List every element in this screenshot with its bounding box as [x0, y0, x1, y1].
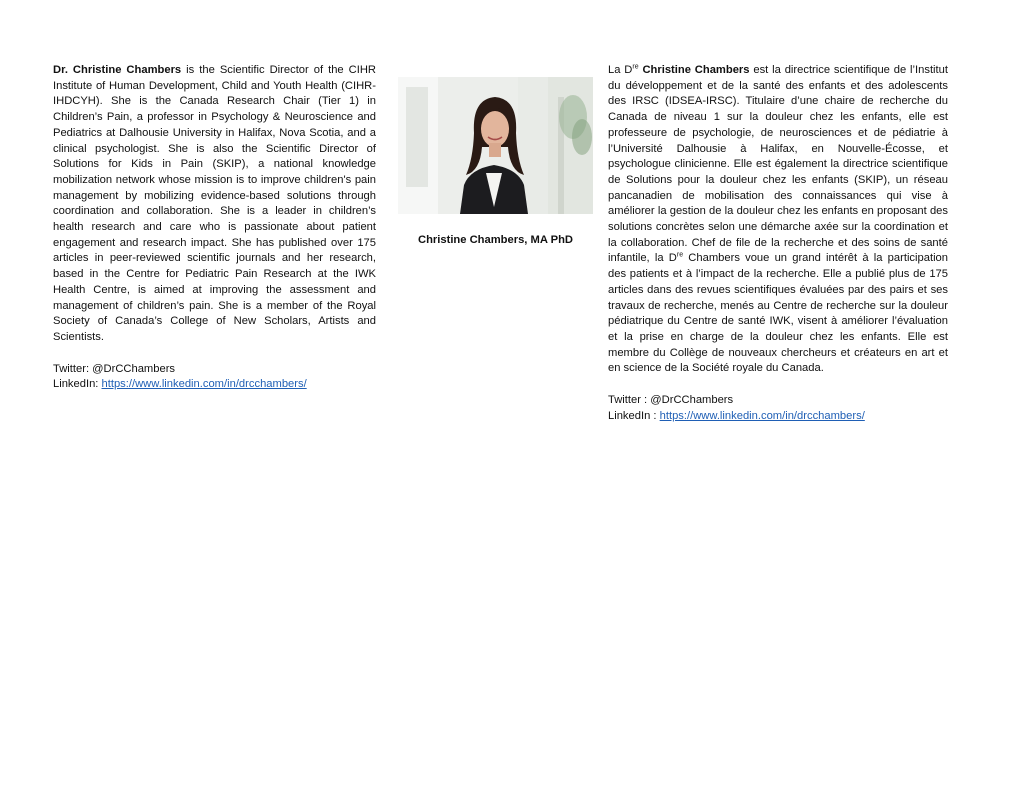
french-linkedin-line: [608, 409, 948, 425]
french-title-superscript: re: [632, 63, 639, 71]
english-twitter-label: Twitter:: [53, 362, 93, 375]
english-linkedin-link[interactable]: https://www.linkedin.com/in/drcchambers/: [101, 378, 307, 391]
french-twitter-label: Twitter :: [608, 394, 651, 407]
french-bio-column: [608, 63, 948, 424]
french-linkedin-link[interactable]: https://www.linkedin.com/in/drcchambers/: [659, 409, 865, 422]
french-bio-text-part2: Chambers voue un grand intérêt à la participation des patients et à l’impact de la recherche. Elle a publié plus de 175 articles dans des revues scientifiques évaluées par des pairs et ses travaux de recherche, menés au Centre de recherche sur la douleur pédiatrique du Centre de santé IWK, visent à améliorer l’évaluation et la prise en charge de la douleur chez les enfants. Elle est membre du Collège de nouveaux chercheurs et créateurs en art et en science de la Société royale du Canada.: [608, 252, 948, 375]
french-twitter-handle: @DrCChambers: [650, 394, 734, 407]
english-bio-paragraph: [53, 63, 376, 346]
english-bio-column: [53, 63, 376, 393]
english-twitter-handle: @DrCChambers: [92, 362, 176, 375]
french-bio-superscript: re: [676, 251, 684, 259]
french-linkedin-label: LinkedIn :: [608, 409, 660, 422]
english-contacts: [53, 362, 376, 393]
portrait-block: [398, 77, 593, 246]
french-intro: La D: [608, 64, 633, 76]
french-bio-paragraph: [608, 63, 948, 377]
english-bio-text: is the Scientific Director of the CIHR Institute of Human Development, Child and Youth Health (CIHR-IHDCYH). She is the Canada Research Chair (Tier 1) in Children’s Pain, a professor in Psychology & Neuroscience and Pediatrics at Dalhousie University in Halifax, Nova Scotia, and a clinical psychologist. She is also the Scientific Director of Solutions for Kids in Pain (SKIP), a national knowledge mobilization network whose mission is to improve children's pain management by mobilizing evidence-based solutions through coordination and collaboration. She is a leader in children’s health research and care who is passionate about patient engagement and research impact. She has published over 175 articles in peer-reviewed scientific journals and her research, based in the Centre for Pediatric Pain Research at the IWK Health Centre, is aimed at improving the assessment and management of children’s pain. She is a member of the Royal Society of Canada’s College of New Scholars, Artists and Scientists.: [53, 64, 377, 343]
english-linkedin-label: LinkedIn:: [53, 378, 102, 391]
english-twitter-line: [53, 362, 376, 378]
portrait-caption: Christine Chambers, MA PhD: [418, 234, 573, 246]
english-name: Dr. Christine Chambers: [53, 64, 182, 76]
portrait-illustration: [398, 77, 593, 214]
portrait-photo: [398, 77, 593, 214]
french-name: Christine Chambers: [638, 64, 750, 76]
french-twitter-line: [608, 393, 948, 409]
french-bio-text-part1: est la directrice scientifique de l’Institut du développement et de la santé des enfants et des adolescents des IRSC (IDSEA-IRSC). Titulaire d’une chaire de recherche du Canada de niveau 1 sur la douleur chez les enfants, elle est professeure de psychologie, de neurosciences et de pédiatrie à l’Université Dalhousie à Halifax, en Nouvelle-Écosse, et psychologue clinicienne. Elle est également la directrice scientifique de Solutions pour la douleur chez les enfants (SKIP), un réseau pancanadien de mobilisation des connaissances qui vise à améliorer la gestion de la douleur chez les enfants en proposant des solutions concrètes selon une démarche axée sur la coordination et la collaboration. Chef de file de la recherche et des soins de santé infantile, la D: [608, 64, 948, 265]
french-contacts: [608, 393, 948, 424]
english-linkedin-line: [53, 377, 376, 393]
